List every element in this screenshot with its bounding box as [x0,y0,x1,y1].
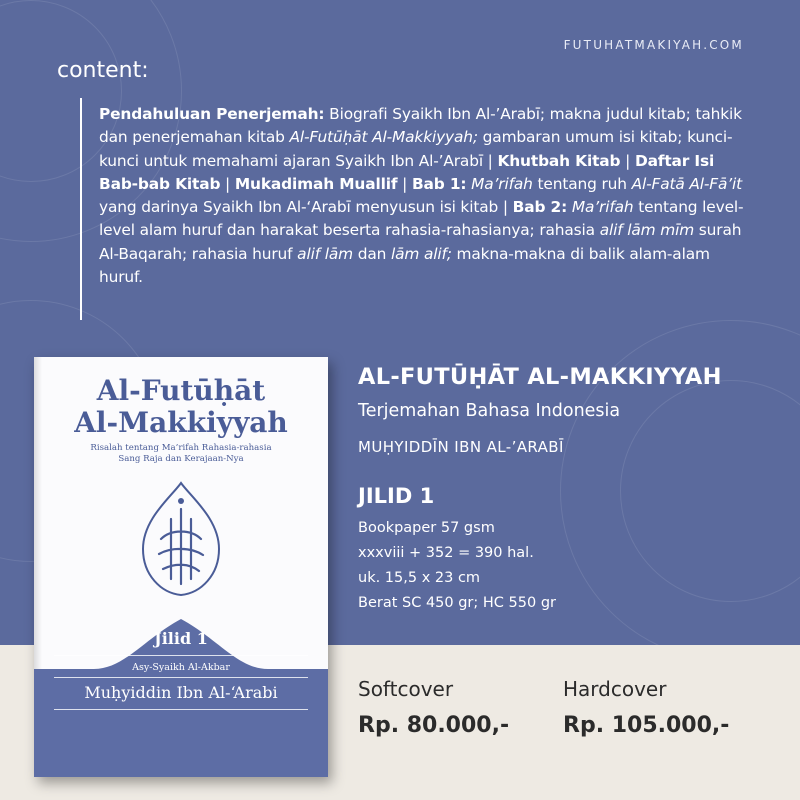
product-subtitle: Terjemahan Bahasa Indonesia [358,401,621,421]
hardcover-label: Hardcover [563,677,667,701]
hardcover-price: Rp. 105.000,- [563,713,730,738]
content-text: Biografi Syaikh Ibn Al-’Arabī; makna judul kitab; tahkik dan penerjemahan kitab [99,105,742,147]
product-volume: JILID 1 [358,484,435,508]
content-heading: Pendahuluan Penerjemah: [99,105,325,123]
content-heading: Khutbah Kitab [497,151,621,170]
book-author: Muḥyiddin Ibn Al-‘Arabi [84,683,278,702]
content-text: tentang level-level alam huruf dan harakat beserta rahasia-rahasianya; rahasia [99,198,744,240]
calligraphy-emblem [131,479,231,599]
content-text: yang darinya Syaikh Ibn Al-‘Arabī menyusun isi kitab | [99,198,513,217]
book-subtitle-line1: Risalah tentang Ma’rifah Rahasia-rahasia [90,443,272,453]
content-text: makna-makna di balik alam-alam huruf. [99,244,710,287]
separator: | [220,174,235,193]
softcover-label: Softcover [358,677,454,701]
book-title-line1: Al-Futūḥāt [96,374,266,407]
book-divider [54,709,308,710]
separator: | [397,174,412,193]
content-heading: Bab 2: [512,198,568,217]
book-subtitle [34,443,328,465]
content-text: tentang ruh [532,174,632,193]
book-subtitle-line2: Sang Raja dan Kerajaan-Nya [118,454,244,464]
spec-size: uk. 15,5 x 23 cm [358,570,481,586]
book-divider [54,655,308,656]
book-cover [34,357,328,777]
content-heading: Bab 1: [411,174,467,193]
content-divider [80,98,82,320]
content-italic: alif lām [297,244,353,263]
content-heading: Daftar Isi Bab-bab Kitab [99,151,715,193]
softcover-price: Rp. 80.000,- [358,713,510,738]
content-description [99,103,749,289]
content-italic: Ma’rifah [471,174,533,193]
content-italic: Al-Fatā Al-Fā’it [631,174,743,193]
spec-pages: xxxviii + 352 = 390 hal. [358,545,534,561]
content-italic: Al-Futūḥāt Al-Makkiyyah; [289,128,478,147]
content-heading: Mukadimah Muallif [234,174,398,193]
book-volume: Jilid 1 [154,629,208,648]
content-italic: alif lām mīm [599,221,695,240]
book-divider [54,677,308,678]
content-italic: lām alif; [390,244,452,263]
site-url: FUTUHATMAKIYAH.COM [563,38,744,52]
spec-paper: Bookpaper 57 gsm [358,520,495,536]
spec-weight: Berat SC 450 gr; HC 550 gr [358,595,556,611]
content-text: surah Al-Baqarah; rahasia huruf [99,221,742,263]
content-label: content: [57,58,149,83]
separator: | [620,151,635,170]
book-author-title: Asy-Syaikh Al-Akbar [132,662,230,673]
content-italic: Ma’rifah [571,198,634,217]
book-title-line2: Al-Makkiyyah [74,406,288,439]
product-author: MUḤYIDDĪN IBN AL-’ARABĪ [358,438,564,456]
content-text: dan [352,244,391,263]
product-title: AL-FUTŪḤĀT AL-MAKKIYYAH [358,364,722,390]
content-text: gambaran umum isi kitab; kunci-kunci untuk memahami ajaran Syaikh Ibn Al-’Arabī | [99,128,733,170]
